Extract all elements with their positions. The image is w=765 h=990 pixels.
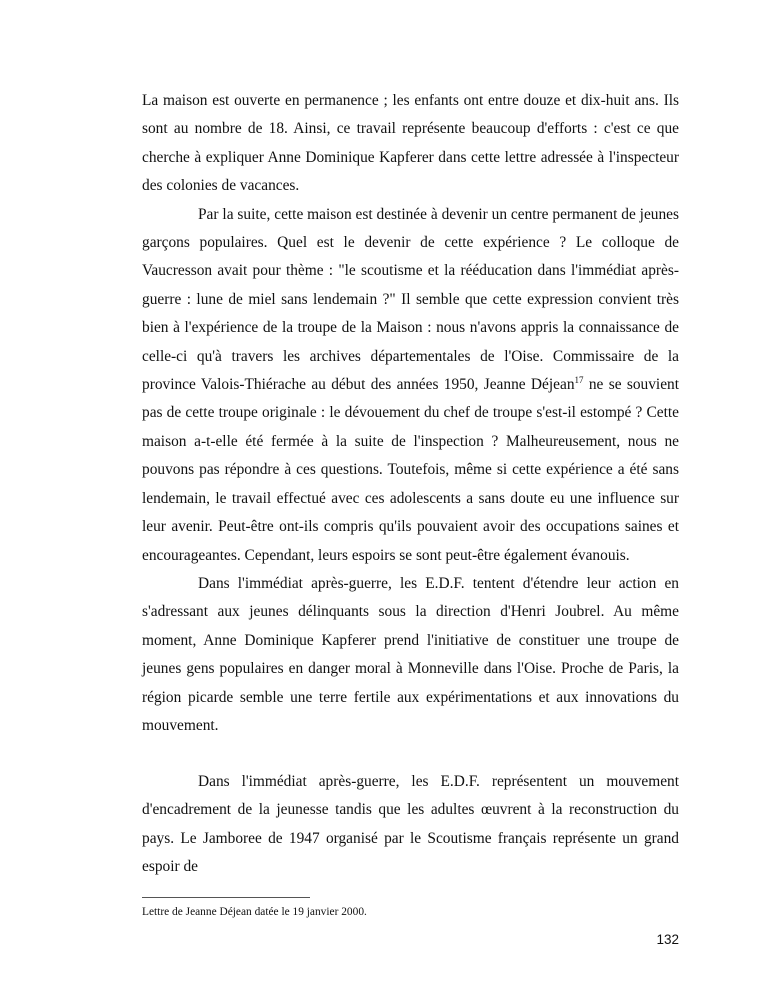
footnote-reference[interactable]: 17 bbox=[574, 375, 584, 386]
paragraph-2 bbox=[142, 201, 679, 570]
body-text-lower bbox=[142, 768, 679, 882]
footnote-separator bbox=[142, 897, 310, 898]
page-number: 132 bbox=[656, 932, 679, 947]
footnote-17: Lettre de Jeanne Déjean datée le 19 janvier 2000. bbox=[142, 906, 367, 918]
body-text-upper bbox=[142, 87, 679, 740]
paragraph-4: Dans l'immédiat après-guerre, les E.D.F. représentent un mouvement d'encadrement de la jeunesse tandis que les adultes œuvrent à la reconstruction du pays. Le Jamboree de 1947 organisé par le Scoutisme français représente un grand espoir de bbox=[142, 773, 679, 876]
paragraph-3: Dans l'immédiat après-guerre, les E.D.F. tentent d'étendre leur action en s'adressant aux jeunes délinquants sous la direction d'Henri Joubrel. Au même moment, Anne Dominique Kapferer prend l'initiative de constituer une troupe de jeunes gens populaires en danger moral à Monneville dans l'Oise. Proche de Paris, la région picarde semble une terre fertile aux expérimentations et aux innovations du mouvement. bbox=[142, 574, 679, 734]
paragraph-2-text-start: Par la suite, cette maison est destinée à devenir un centre permanent de jeunes garçons populaires. Quel est le devenir de cette expérience ? Le colloque de Vaucresson avait pour thème : "le scoutisme et la rééducation dans l'immédiat après-guerre : lune de miel sans lendemain ?" Il semble que cette expression convient très bien à l'expérience de la troupe de la Maison : nous n'avons appris la connaissance de celle-ci qu'à travers les archives départementales de l'Oise. Commissaire de la province Valois-Thiérache au début des années 1950, Jeanne Déjean bbox=[142, 205, 679, 394]
paragraph-2-text-end: ne se souvient pas de cette troupe originale : le dévouement du chef de troupe s'est-il estompé ? Cette maison a-t-elle été fermée à la suite de l'inspection ? Malheureusement, nous ne pouvons pas répondre à ces questions. Toutefois, même si cette expérience a été sans lendemain, le travail effectué avec ces adolescents a sans doute eu une influence sur leur avenir. Peut-être ont-ils compris qu'ils pouvaient avoir des occupations saines et encourageantes. Cependant, leurs espoirs se sont peut-être également évanouis. bbox=[142, 376, 680, 564]
paragraph-1: La maison est ouverte en permanence ; les enfants ont entre douze et dix-huit ans. Ils sont au nombre de 18. Ainsi, ce travail représente beaucoup d'efforts : c'est ce que cherche à expliquer Anne Dominique Kapferer dans cette lettre adressée à l'inspecteur des colonies de vacances. bbox=[142, 92, 679, 195]
